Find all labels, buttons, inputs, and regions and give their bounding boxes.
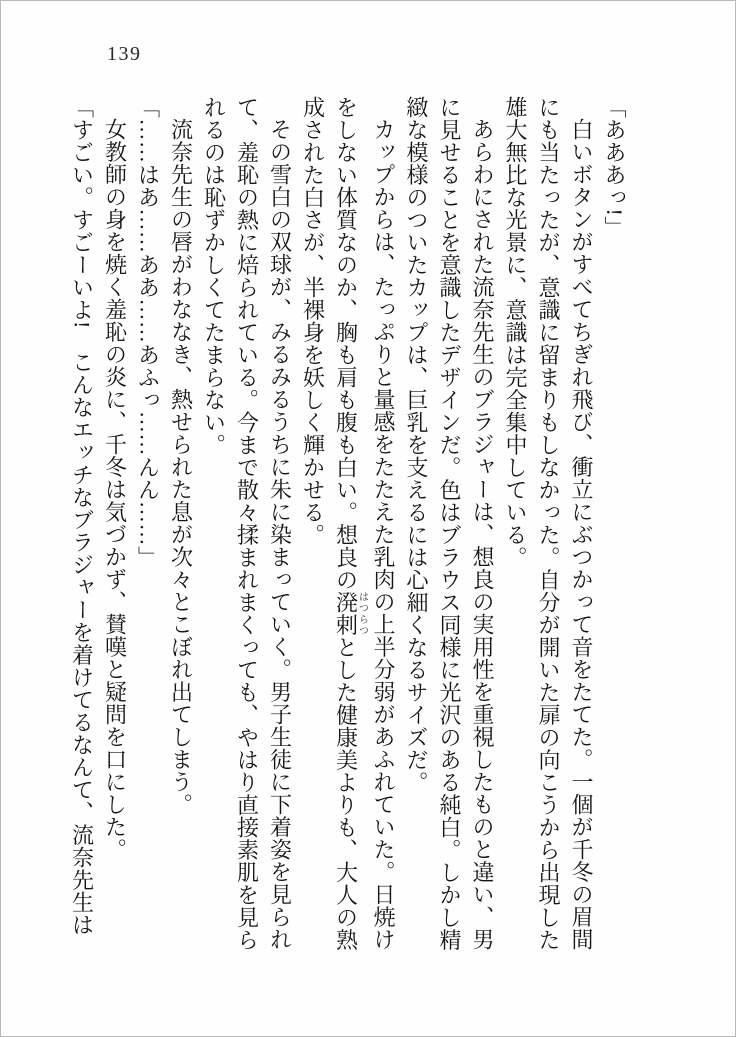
text-line: 「……はあ……ああ……あふっ……んん……」 [135,96,161,569]
text-line: をしない体質なのか、胸も肩も腹も白い。想良の溌剌はつらつとした健康美よりも、大人の熟 [333,96,368,951]
text-line: 成された白さが、半裸身を妖しく輝かせる。 [300,96,326,546]
text-line: に見せることを意識したデザインだ。色はブラウス同様に光沢のある純白。しかし精 [437,96,462,951]
text-block [66,96,632,951]
text-line: て、羞恥の熱に焙られている。今まで散々揉まれまくっても、やはり直接素肌を見ら [234,96,260,951]
text-line: 流奈先生の唇がわななき、熱せられた息が次々とこぼれ出てしまう。 [168,118,194,816]
text-line: 女教師の身を焼く羞恥の炎に、千冬は気づかず、賛嘆と疑問を口にした。 [102,118,128,861]
text-line: れるのは恥ずかしくてたまらない。 [201,96,227,456]
text-line: にも当たったが、意識に留まりもしなかった。自分が開いた扉の向こうから出現した [536,96,561,951]
text-line: あらわにされた流奈先生のブラジャーは、想良の実用性を重視したものと違い、男 [470,118,495,951]
text-line: カップからは、たっぷりと量感をたたえた乳肉の上半分弱があふれていた。日焼け [371,118,396,951]
furigana-annotated-word: 溌剌はつらつ [333,591,368,636]
text-line: 雄大無比な光景に、意識は完全集中している。 [503,96,528,569]
text-line: 「あああっ!」 [602,96,627,239]
text-line: その雪白の双球が、みるみるうちに朱に染まっていく。男子生徒に下着姿を見られ [267,118,293,951]
text-line: 「すごい。すごーいよ! こんなエッチなブラジャーを着けてるなんて、流奈先生は [69,96,95,937]
text-line: 白いボタンがすべてちぎれ飛び、衝立にぶつかって音をたてた。一個が千冬の眉間 [569,118,594,951]
page-number: 139 [107,43,142,65]
text-line: 緻な模様のついたカップは、巨乳を支えるには心細くなるサイズだ。 [404,96,429,794]
